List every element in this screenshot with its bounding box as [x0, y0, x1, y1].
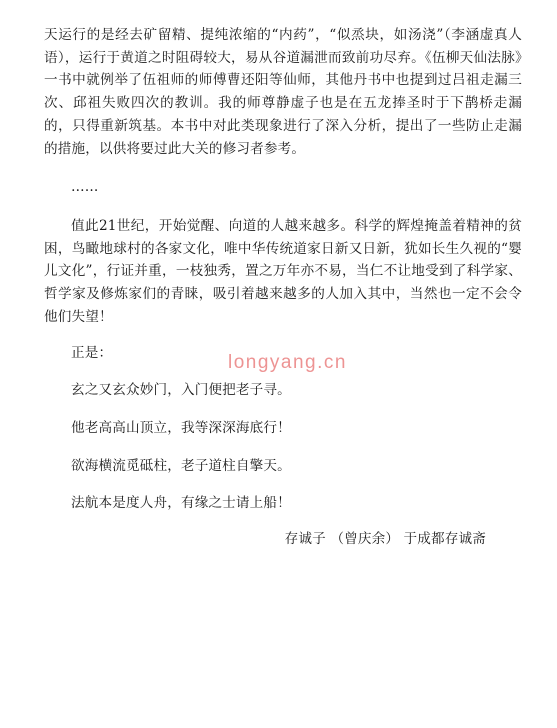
- century-paragraph: 值此21世纪，开始觉醒、向道的人越来越多。科学的辉煌掩盖着精神的贫困，鸟瞰地球村的各家文化，唯中华传统道家日新又日新，犹如长生久视的“婴儿文化”，行证并重，一枝独秀，置之万年亦不易，当仁不让地受到了科学家、哲学家及修炼家们的青睐，吸引着越来越多的人加入其中，当然也一定不会令他们失望！: [44, 217, 522, 325]
- watermark: longyang.cn: [228, 352, 347, 373]
- poem-line: 他老高高山顶立，我等深深海底行！: [71, 419, 291, 436]
- opening-paragraph: 天运行的是经去矿留精、提纯浓缩的“内药”，“似烝块，如汤浇”（李涵虚真人语），运行于黄道之时阻碍较大，易从谷道漏泄而致前功尽弃。《伍柳天仙法脉》一书中就例举了伍祖师的师傅曹还阳等仙师，其他丹书中也提到过吕祖走漏三次、邱祖失败四次的教训。我的师尊静虚子也是在五龙捧圣时于下鹊桥走漏的，只得重新筑基。本书中对此类现象进行了深入分析，提出了一些防止走漏的措施，以供将要过此大关的修习者参考。: [44, 27, 522, 157]
- poem-line: 玄之又玄众妙门，入门便把老子寻。: [71, 382, 291, 399]
- poem-line: 欲海横流觅砥柱，老子道柱自擎天。: [71, 457, 291, 474]
- signature: 存诚子 （曾庆余） 于成都存诚斋: [284, 530, 486, 547]
- poem: [44, 379, 522, 515]
- document-page: [44, 24, 522, 551]
- ellipsis: ……: [71, 179, 99, 196]
- poem-line: 法航本是度人舟，有缘之士请上船！: [71, 495, 291, 512]
- intro-line: 正是：: [71, 345, 113, 362]
